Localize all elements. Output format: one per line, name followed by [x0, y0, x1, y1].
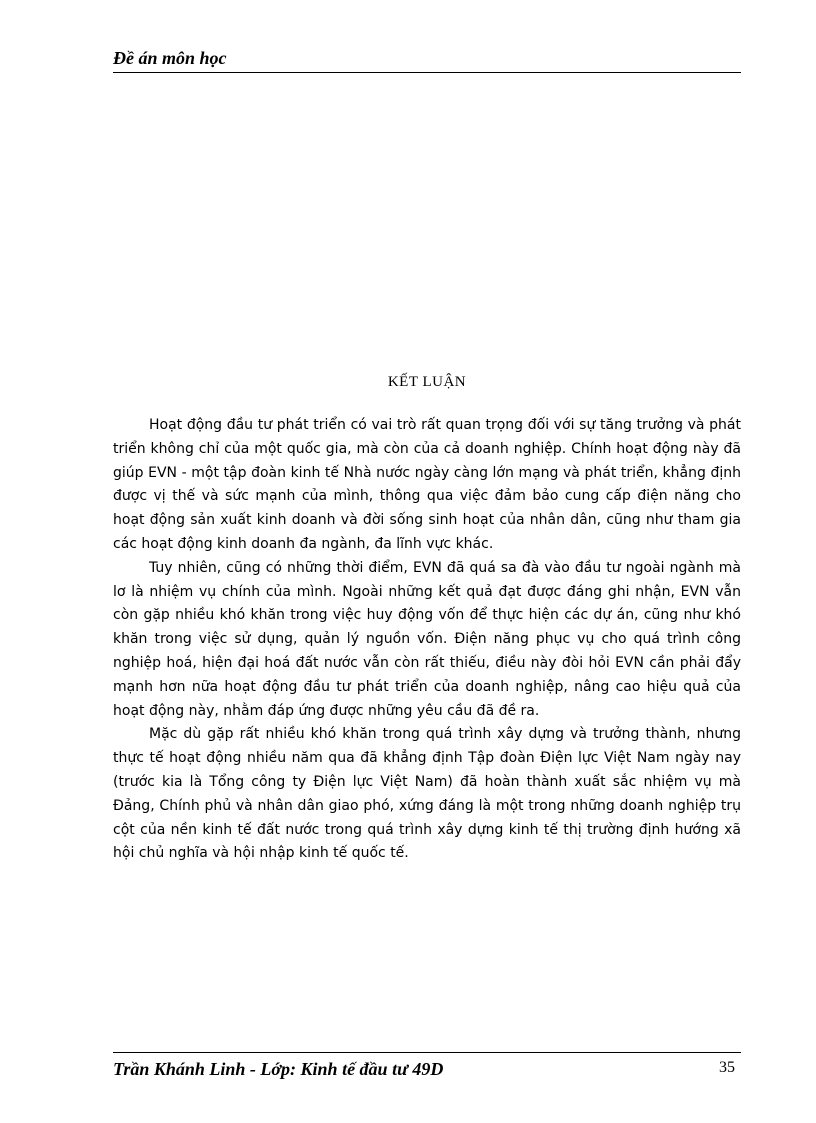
header-title: Đề án môn học: [113, 48, 227, 68]
footer-author: Trần Khánh Linh - Lớp: Kinh tế đầu tư 49D: [113, 1059, 444, 1079]
page-header: [113, 46, 741, 73]
page-footer: [113, 1052, 741, 1083]
page-number: 35: [719, 1059, 735, 1076]
section-heading: KẾT LUẬN: [387, 374, 467, 390]
paragraph-1: Hoạt động đầu tư phát triển có vai trò rất quan trọng đối với sự tăng trưởng và phát triển không chỉ của một quốc gia, mà còn của cả doanh nghiệp. Chính hoạt động này đã giúp EVN - một tập đoàn kinh tế Nhà nước ngày càng lớn mạng và phát triển, khẳng định được vị thế và sức mạnh của mình, thông qua việc đảm bảo cung cấp điện năng cho hoạt động sản xuất kinh doanh và đời sống sinh hoạt của nhân dân, cũng như tham gia các hoạt động kinh doanh đa ngành, đa lĩnh vực khác.: [113, 417, 741, 552]
paragraph-3: Mặc dù gặp rất nhiều khó khăn trong quá trình xây dựng và trưởng thành, nhưng thực tế hoạt động nhiều năm qua đã khẳng định Tập đoàn Điện lực Việt Nam ngày nay (trước kia là Tổng công ty Điện lực Việt Nam) đã hoàn thành xuất sắc nhiệm vụ mà Đảng, Chính phủ và nhân dân giao phó, xứng đáng là một trong những doanh nghiệp trụ cột của nền kinh tế đất nước trong quá trình xây dựng kinh tế thị trường định hướng xã hội chủ nghĩa và hội nhập kinh tế quốc tế.: [113, 726, 741, 862]
body-text: [113, 414, 741, 866]
paragraph-2: Tuy nhiên, cũng có những thời điểm, EVN đã quá sa đà vào đầu tư ngoài ngành mà lơ là nhiệm vụ chính của mình. Ngoài những kết quả đạt được đáng ghi nhận, EVN vẫn còn gặp nhiều khó khăn trong việc huy động vốn để thực hiện các dự án, cũng như khó khăn trong việc sử dụng, quản lý nguồn vốn. Điện năng phục vụ cho quá trình công nghiệp hoá, hiện đại hoá đất nước vẫn còn rất thiếu, điều này đòi hỏi EVN cần phải đẩy mạnh hơn nữa hoạt động đầu tư phát triển của doanh nghiệp, nâng cao hiệu quả của hoạt động này, nhằm đáp ứng được những yêu cầu đã đề ra.: [113, 559, 741, 719]
